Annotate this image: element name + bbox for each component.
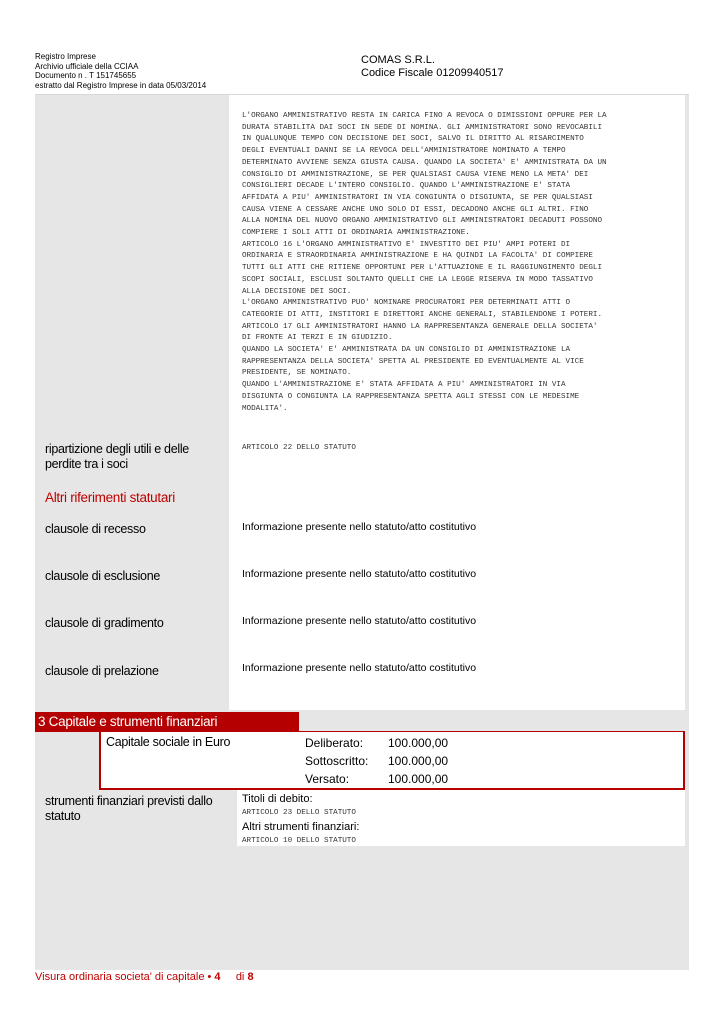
admin-text-line: DI FRONTE AI TERZI E IN GIUDIZIO. [242,334,393,343]
admin-text-line: AFFIDATA A PIU' AMMINISTRATORI IN VIA CONGIUNTA O DISGIUNTA, SE PER QUALSIASI [242,193,593,202]
clausola-recesso-value: Informazione presente nello statuto/atto costitutivo [242,521,477,533]
admin-text-line: CATEGORIE DI ATTI, INSTITORI E DIRETTORI ANCHE GENERALI, STABILENDONE I POTERI. [242,310,603,319]
deliberato-key: Deliberato: [305,736,364,750]
admin-text-line: ALLA DECISIONE DEI SOCI. [242,287,352,296]
capitale-box [99,732,685,790]
fiscal-code: Codice Fiscale 01209940517 [361,67,504,79]
header-line: Documento n . T 151745655 [35,71,137,80]
capitale-label: Capitale sociale in Euro [106,735,231,749]
admin-text-line: ARTICOLO 16 L'ORGANO AMMINISTRATIVO E' INVESTITO DEI PIU' AMPI POTERI DI [242,240,571,249]
clausola-gradimento-value: Informazione presente nello statuto/atto costitutivo [242,615,477,627]
admin-text-line: CONSIGLIERI DECADE L'INTERO CONSIGLIO. QUANDO L'AMMINISTRAZIONE E' STATA [242,182,571,191]
admin-text-line: TUTTI GLI ATTI CHE RITIENE OPPORTUNI PER L'ATTUAZIONE E IL RAGGIUNGIMENTO DEGLI [242,264,603,273]
clausola-esclusione-value: Informazione presente nello statuto/atto costitutivo [242,568,477,580]
altri-strumenti-value: ARTICOLO 10 DELLO STATUTO [242,837,356,845]
admin-text-line: L'ORGANO AMMINISTRATIVO PUO' NOMINARE PROCURATORI PER DETERMINATI ATTI O [242,299,571,308]
header-line: estratto dal Registro Imprese in data 05/03/2014 [35,80,207,90]
admin-text-line: DEGLI EVENTUALI DANNI SE LA REVOCA DELL'AMMINISTRATORE NOMINATO A TEMPO [242,147,566,156]
altri-strumenti-label: Altri strumenti finanziari: [242,821,360,833]
ripartizione-value: ARTICOLO 22 DELLO STATUTO [242,444,356,452]
admin-text-line: SCOPI SOCIALI, ESCLUSI SOLTANTO QUELLI CHE LA LEGGE RISERVA IN MODO TASSATIVO [242,275,593,284]
page-footer [35,971,254,983]
deliberato-value: 100.000,00 [388,736,449,750]
admin-text-line: CAUSA VIENE A CESSARE ANCHE UNO SOLO DI ESSI, DECADONO ANCHE GLI ALTRI. FINO [242,205,589,214]
clausola-recesso-label: clausole di recesso [45,522,146,536]
company-header [361,54,504,80]
admin-text-line: RAPPRESENTANZA DELLA SOCIETA' SPETTA AL PRESIDENTE ED EVENTUALMENTE AL VICE [242,357,584,366]
admin-text-line: ALLA NOMINA DEL NUOVO ORGANO AMMINISTRATIVO GLI AMMINISTRATORI DECADUTI POSSONO [242,217,603,226]
clausola-prelazione-label: clausole di prelazione [45,664,159,678]
ripartizione-label: ripartizione degli utili e delle perdite tra i soci [45,442,189,471]
admin-text-line: COMPIERE I SOLI ATTI DI ORDINARIA AMMINISTRAZIONE. [242,229,470,238]
admin-text-block [242,111,607,415]
admin-text-line: L'ORGANO AMMINISTRATIVO RESTA IN CARICA FINO A REVOCA O DIMISSIONI OPPURE PER LA [242,112,607,120]
admin-text-line: ARTICOLO 17 GLI AMMINISTRATORI HANNO LA RAPPRESENTANZA GENERALE DELLA SOCIETA' [242,322,598,331]
versato-value: 100.000,00 [388,772,449,786]
admin-text-line: ORDINARIA E STRAORDINARIA AMMINISTRAZIONE E HA QUINDI LA FACOLTA' DI COMPIERE [242,252,593,261]
clausola-gradimento-label: clausole di gradimento [45,616,164,630]
section-3-title: 3 Capitale e strumenti finanziari [38,714,218,729]
registry-header [35,52,206,90]
admin-text-line: QUANDO LA SOCIETA' E' AMMINISTRATA DA UN CONSIGLIO DI AMMINISTRAZIONE LA [242,346,571,355]
admin-text-line: PRESIDENTE, SE NOMINATO. [242,369,352,378]
clausola-esclusione-label: clausole di esclusione [45,569,161,583]
titoli-debito-value: ARTICOLO 23 DELLO STATUTO [242,809,356,817]
admin-text-line: QUANDO L'AMMINISTRAZIONE E' STATA AFFIDATA A PIU' AMMINISTRATORI IN VIA [242,381,566,390]
titoli-debito-label: Titoli di debito: [242,793,313,805]
admin-text-line: DISGIUNTA O CONGIUNTA LA RAPPRESENTANZA SPETTA AGLI STESSI CON LE MEDESIME [242,392,580,401]
header-line: Registro Imprese [35,52,96,61]
admin-text-line: CONSIGLIO DI AMMINISTRAZIONE, SE PER QUALSIASI CAUSA VIENE MENO LA META' DEI [242,170,589,179]
footer-text: Visura ordinaria societa' di capitale • [35,971,215,983]
header-line: Archivio ufficiale della CCIAA [35,61,139,71]
admin-text-line: MODALITA'. [242,404,288,413]
page-of: di [235,971,245,983]
strumenti-label: strumenti finanziari previsti dallo statuto [45,794,213,823]
admin-text-line: DETERMINATO AVVIENE SENZA GIUSTA CAUSA. QUANDO LA SOCIETA' E' AMMINISTRATA DA UN [242,158,607,167]
sottoscritto-value: 100.000,00 [388,754,449,768]
page-number: 4 [214,971,221,983]
admin-text-line: DURATA STABILITA DAI SOCI IN SEDE DI NOMINA. GLI AMMINISTRATORI SONO REVOCABILI [242,123,603,132]
altri-riferimenti-heading: Altri riferimenti statutari [45,490,175,505]
versato-key: Versato: [305,772,350,786]
clausola-prelazione-value: Informazione presente nello statuto/atto costitutivo [242,662,477,674]
sottoscritto-key: Sottoscritto: [305,754,369,768]
admin-text-line: IN QUALUNQUE TEMPO CON DECISIONE DEI SOCI, SALVO IL DIRITTO AL RISARCIMENTO [242,135,584,144]
page-total: 8 [247,971,254,983]
company-name: COMAS S.R.L. [361,54,435,66]
